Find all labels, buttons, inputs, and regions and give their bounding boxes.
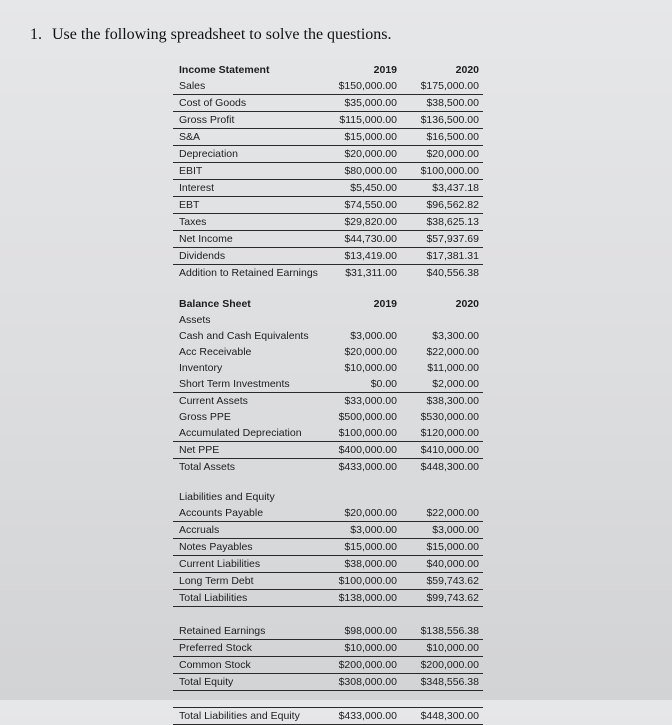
asset-item-value-2019: $433,000.00 [338, 461, 397, 473]
equity-item-value-2019: $98,000.00 [344, 625, 397, 637]
asset-item-value-2020: $3,300.00 [432, 330, 479, 342]
asset-item-label: Inventory [179, 362, 223, 374]
balance-header-row [173, 296, 483, 312]
income-item-value-2019: $115,000.00 [339, 114, 397, 126]
asset-item-value-2020: $2,000.00 [432, 378, 479, 390]
income-item-value-2019: $80,000.00 [344, 165, 397, 177]
liability-item-row [173, 590, 483, 607]
income-item-label: Gross Profit [179, 114, 235, 126]
income-item-label: Interest [179, 182, 215, 194]
liability-item-value-2019: $138,000.00 [338, 592, 397, 604]
income-item-label: Net Income [179, 233, 233, 245]
liability-item-label: Accounts Payable [179, 507, 264, 519]
equity-item-label: Common Stock [179, 659, 251, 671]
liability-item-value-2019: $38,000.00 [344, 558, 397, 570]
equity-item-label: Preferred Stock [179, 642, 252, 654]
income-item-value-2019: $31,311.00 [345, 267, 397, 279]
income-item-value-2019: $35,000.00 [344, 97, 397, 109]
income-item-value-2020: $38,500.00 [426, 97, 479, 109]
liability-item-label: Total Liabilities [179, 592, 248, 604]
liability-item-value-2020: $15,000.00 [426, 541, 479, 553]
equity-item-value-2020: $200,000.00 [420, 659, 479, 671]
income-title: Income Statement [179, 64, 270, 76]
income-item-label: Dividends [179, 250, 226, 262]
equity-item-label: Retained Earnings [179, 625, 266, 637]
income-item-row [173, 129, 483, 146]
asset-item-label: Current Assets [179, 395, 248, 407]
asset-item-label: Total Assets [179, 461, 236, 473]
asset-item-value-2019: $10,000.00 [344, 362, 397, 374]
question-number: 1. [30, 26, 42, 43]
liability-item-value-2019: $20,000.00 [344, 507, 397, 519]
income-item-row [173, 95, 483, 112]
equity-item-value-2020: $348,556.38 [420, 676, 479, 688]
liability-item-label: Accruals [179, 524, 220, 536]
equity-item-row [173, 623, 483, 640]
equity-item-row [173, 657, 483, 674]
income-year-2019: 2019 [373, 64, 397, 76]
income-item-row [173, 248, 483, 265]
income-item-value-2019: $15,000.00 [344, 131, 397, 143]
asset-item-value-2020: $38,300.00 [426, 395, 479, 407]
asset-item-label: Net PPE [179, 444, 220, 456]
income-item-value-2020: $96,562.82 [426, 199, 479, 211]
asset-item-row [173, 393, 483, 409]
liability-item-row [173, 539, 483, 556]
income-item-row [173, 180, 483, 197]
liability-item-row [173, 505, 483, 522]
liabilities-label-row [173, 489, 483, 505]
liability-item-value-2020: $99,743.62 [426, 592, 479, 604]
liability-item-row [173, 573, 483, 590]
assets-label-row [173, 312, 483, 328]
liability-item-value-2019: $15,000.00 [344, 541, 397, 553]
income-item-row [173, 78, 483, 95]
asset-item-value-2020: $11,000.00 [427, 362, 479, 374]
spreadsheet [173, 62, 483, 725]
income-item-label: S&A [179, 131, 201, 143]
liability-item-label: Long Term Debt [179, 575, 254, 587]
asset-item-row [173, 328, 483, 344]
income-item-value-2020: $100,000.00 [420, 165, 479, 177]
income-item-row [173, 146, 483, 163]
equity-item-label: Total Equity [179, 676, 234, 688]
asset-item-label: Cash and Cash Equivalents [179, 330, 309, 342]
income-item-value-2020: $16,500.00 [426, 131, 479, 143]
asset-item-value-2020: $530,000.00 [420, 411, 479, 423]
asset-item-label: Gross PPE [179, 411, 231, 423]
asset-item-row [173, 360, 483, 376]
income-item-label: Addition to Retained Earnings [179, 267, 318, 279]
liabilities-section [173, 489, 483, 607]
income-item-value-2019: $74,550.00 [344, 199, 397, 211]
asset-item-row [173, 442, 483, 459]
total-le-2019: $433,000.00 [338, 710, 397, 722]
income-item-row [173, 112, 483, 129]
income-item-value-2019: $44,730.00 [344, 233, 397, 245]
liability-item-value-2020: $3,000.00 [432, 524, 479, 536]
income-item-value-2019: $29,820.00 [344, 216, 397, 228]
asset-item-row [173, 409, 483, 425]
asset-item-label: Acc Receivable [179, 346, 252, 358]
asset-item-value-2019: $3,000.00 [350, 330, 397, 342]
equity-item-value-2019: $308,000.00 [338, 676, 397, 688]
asset-item-value-2020: $120,000.00 [420, 427, 479, 439]
income-item-value-2020: $57,937.69 [426, 233, 479, 245]
income-item-value-2019: $150,000.00 [338, 80, 397, 92]
income-item-value-2019: $20,000.00 [344, 148, 397, 160]
liability-item-value-2019: $100,000.00 [338, 575, 397, 587]
assets-label: Assets [179, 314, 211, 326]
income-statement [173, 62, 483, 281]
liability-item-label: Notes Payables [179, 541, 253, 553]
income-item-label: Taxes [179, 216, 207, 228]
liability-item-value-2019: $3,000.00 [350, 524, 397, 536]
asset-item-row [173, 376, 483, 393]
income-item-value-2020: $38,625.13 [426, 216, 479, 228]
equity-item-row [173, 640, 483, 657]
asset-item-value-2020: $22,000.00 [426, 346, 479, 358]
asset-item-label: Accumulated Depreciation [179, 427, 302, 439]
income-item-value-2020: $20,000.00 [426, 148, 479, 160]
liability-item-value-2020: $59,743.62 [426, 575, 479, 587]
liability-item-value-2020: $22,000.00 [426, 507, 479, 519]
asset-item-row [173, 344, 483, 360]
balance-title: Balance Sheet [179, 298, 251, 310]
asset-item-value-2020: $410,000.00 [420, 444, 479, 456]
income-item-row [173, 163, 483, 180]
income-item-label: Cost of Goods [179, 97, 247, 109]
income-item-row [173, 214, 483, 231]
balance-year-2019: 2019 [373, 298, 397, 310]
asset-item-value-2019: $400,000.00 [338, 444, 397, 456]
asset-item-row [173, 459, 483, 475]
total-le-2020: $448,300.00 [420, 710, 479, 722]
income-item-value-2020: $3,437.18 [432, 182, 479, 194]
equity-item-value-2019: $10,000.00 [344, 642, 397, 654]
equity-item-row [173, 674, 483, 691]
income-item-value-2019: $5,450.00 [350, 182, 397, 194]
income-item-value-2020: $17,381.31 [426, 250, 479, 262]
balance-sheet [173, 296, 483, 475]
total-le-label: Total Liabilities and Equity [179, 710, 300, 722]
equity-section [173, 623, 483, 691]
income-item-value-2020: $175,000.00 [420, 80, 479, 92]
equity-item-value-2019: $200,000.00 [338, 659, 397, 671]
income-item-value-2019: $13,419.00 [344, 250, 397, 262]
income-item-value-2020: $40,556.38 [426, 267, 479, 279]
income-item-value-2020: $136,500.00 [420, 114, 479, 126]
balance-year-2020: 2020 [455, 298, 479, 310]
income-item-label: EBIT [179, 165, 203, 177]
liability-item-value-2020: $40,000.00 [426, 558, 479, 570]
liability-item-row [173, 522, 483, 539]
asset-item-value-2019: $100,000.00 [338, 427, 397, 439]
equity-item-value-2020: $10,000.00 [426, 642, 479, 654]
income-item-row [173, 197, 483, 214]
question-heading [30, 26, 392, 44]
income-year-2020: 2020 [455, 64, 479, 76]
income-item-label: EBT [179, 199, 200, 211]
income-item-row [173, 265, 483, 281]
asset-item-value-2019: $33,000.00 [344, 395, 397, 407]
asset-item-row [173, 425, 483, 442]
income-header-row [173, 62, 483, 78]
liability-item-label: Current Liabilities [179, 558, 261, 570]
asset-item-value-2019: $20,000.00 [344, 346, 397, 358]
liabilities-label: Liabilities and Equity [179, 491, 275, 503]
equity-item-value-2020: $138,556.38 [420, 625, 479, 637]
income-item-label: Depreciation [179, 148, 238, 160]
asset-item-value-2019: $0.00 [370, 378, 397, 390]
income-item-row [173, 231, 483, 248]
total-liabilities-equity-row [173, 707, 483, 725]
asset-item-value-2019: $500,000.00 [338, 411, 397, 423]
question-text: Use the following spreadsheet to solve the questions. [52, 26, 392, 43]
liability-item-row [173, 556, 483, 573]
income-item-label: Sales [179, 80, 206, 92]
asset-item-label: Short Term Investments [179, 378, 290, 390]
asset-item-value-2020: $448,300.00 [420, 461, 479, 473]
